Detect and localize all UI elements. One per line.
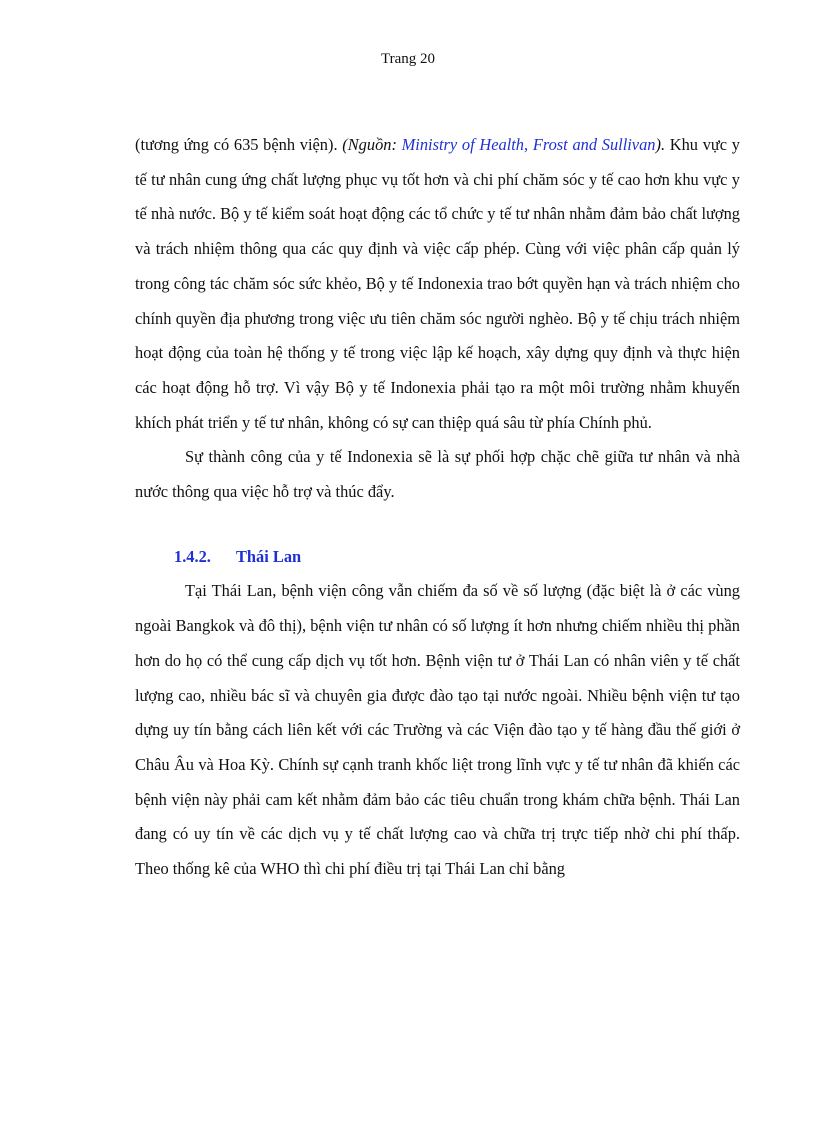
source-citation: Ministry of Health, Frost and Sullivan <box>401 135 656 154</box>
source-label-close: ). <box>655 135 666 154</box>
page-number: Trang 20 <box>380 51 436 67</box>
paragraph-indonesia-conclusion: Sự thành công của y tế Indonexia sẽ là sự phối hợp chặc chẽ giữa tư nhân và nhà nước thông qua việc hỗ trợ và thúc đẩy. <box>135 447 740 502</box>
document-body <box>135 128 740 887</box>
section-number: 1.4.2. <box>174 546 211 566</box>
paragraph-thailand: Tại Thái Lan, bệnh viện công vẫn chiếm đa số về số lượng (đặc biệt là ở các vùng ngoài Bangkok và đô thị), bệnh viện tư nhân có số lượng ít hơn nhưng chiếm nhiều thị phần hơn do họ có thể cung cấp dịch vụ tốt hơn. Bệnh viện tư ở Thái Lan có nhân viên y tế chất lượng cao, nhiều bác sĩ và chuyên gia được đào tạo tại nước ngoài. Nhiều bệnh viện tư tạo dựng uy tín bằng cách liên kết với các Trường và các Viện đào tạo y tế hàng đầu thế giới ở Châu Âu và Hoa Kỳ. Chính sự cạnh tranh khốc liệt trong lĩnh vực y tế tư nhân đã khiến các bệnh viện này phải cam kết nhằm đảm bảo các tiêu chuẩn trong khám chữa bệnh. Thái Lan đang có uy tín về các dịch vụ y tế chất lượng cao và chữa trị trực tiếp nhờ chi phí thấp. Theo thống kê của WHO thì chi phí điều trị tại Thái Lan chỉ bằng <box>135 581 740 879</box>
section-title: Thái Lan <box>236 546 302 566</box>
paragraph-indonesia-health-sector <box>135 128 740 440</box>
source-label-open: (Nguồn: <box>342 135 402 154</box>
paragraph-lead: (tương ứng có 635 bệnh viện). <box>135 135 343 154</box>
section-heading <box>135 540 740 575</box>
page-header <box>0 49 816 69</box>
paragraph-body: Khu vực y tế tư nhân cung ứng chất lượng phục vụ tốt hơn và chi phí chăm sóc y tế cao hơn khu vực y tế nhà nước. Bộ y tế kiểm soát hoạt động các tổ chức y tế tư nhân nhằm đảm bảo chất lượng và trách nhiệm thông qua các quy định và việc cấp phép. Cùng với việc phân cấp quản lý trong công tác chăm sóc sức khẻo, Bộ y tế Indonexia trao bớt quyền hạn và trách nhiệm cho chính quyền địa phương trong việc ưu tiên chăm sóc người nghèo. Bộ y tế chịu trách nhiệm hoạt động của toàn hệ thống y tế trong việc lập kế hoạch, xây dựng quy định và thực hiện các hoạt động hỗ trợ. Vì vậy Bộ y tế Indonexia phải tạo ra một môi trường nhằm khuyến khích phát triển y tế tư nhân, không có sự can thiệp quá sâu từ phía Chính phủ. <box>135 135 740 432</box>
